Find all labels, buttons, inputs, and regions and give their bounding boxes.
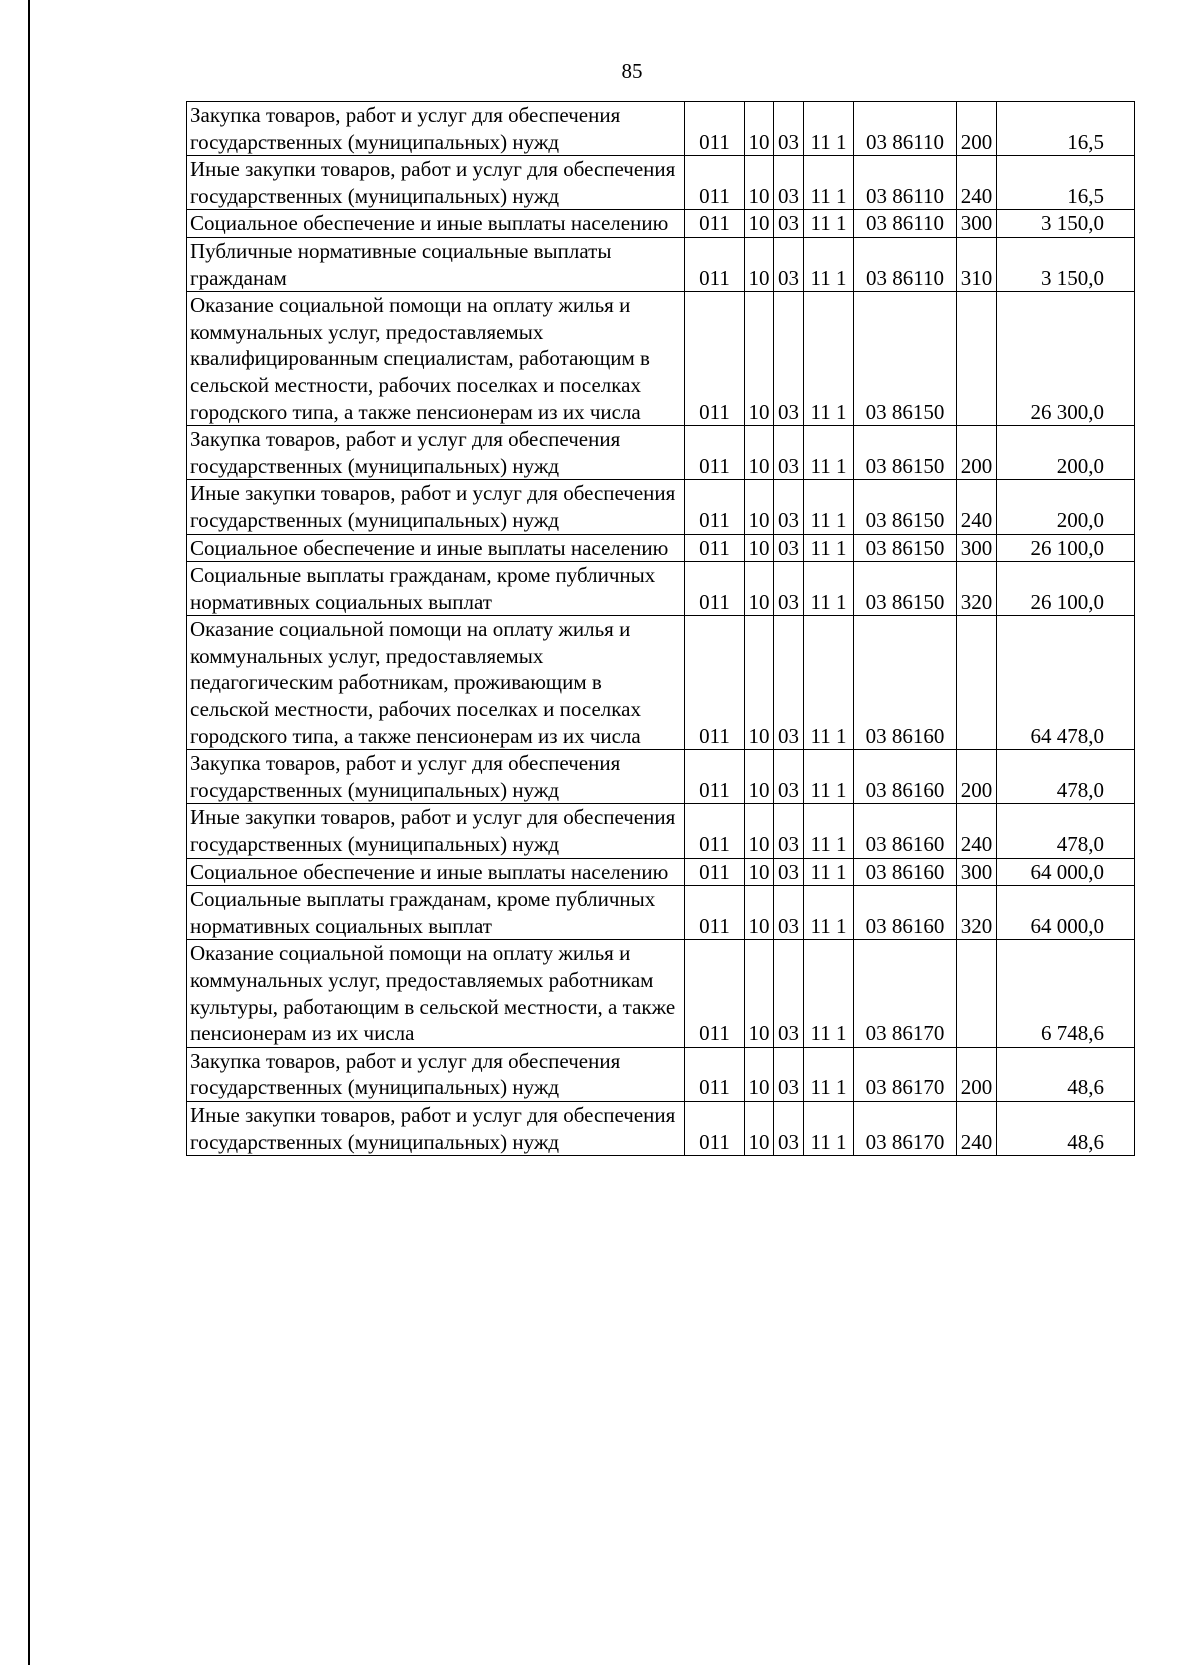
section-code: 10 [745, 858, 774, 886]
article-code: 03 86110 [854, 156, 957, 210]
row-name: Закупка товаров, работ и услуг для обеспечения государственных (муниципальных) нужд [187, 102, 685, 156]
amount: 26 100,0 [997, 562, 1135, 616]
expense-type-code: 310 [957, 237, 997, 291]
article-code: 03 86160 [854, 616, 957, 750]
section-code: 10 [745, 886, 774, 940]
margin-rule [28, 0, 30, 1665]
amount: 3 150,0 [997, 237, 1135, 291]
ministry-code: 011 [685, 102, 745, 156]
row-name: Социальные выплаты гражданам, кроме публичных нормативных социальных выплат [187, 562, 685, 616]
table-row [187, 237, 1135, 291]
program-code: 11 1 [804, 562, 854, 616]
amount: 16,5 [997, 156, 1135, 210]
amount: 3 150,0 [997, 210, 1135, 238]
expense-type-code: 300 [957, 858, 997, 886]
article-code: 03 86170 [854, 1101, 957, 1155]
amount: 26 100,0 [997, 534, 1135, 562]
program-code: 11 1 [804, 1101, 854, 1155]
row-name: Иные закупки товаров, работ и услуг для обеспечения государственных (муниципальных) нужд [187, 804, 685, 858]
program-code: 11 1 [804, 480, 854, 534]
subsection-code: 03 [774, 292, 804, 426]
ministry-code: 011 [685, 616, 745, 750]
ministry-code: 011 [685, 480, 745, 534]
amount: 200,0 [997, 480, 1135, 534]
row-name: Оказание социальной помощи на оплату жилья и коммунальных услуг, предоставляемых работникам культуры, работающим в сельской местности, а также пенсионерам из их числа [187, 940, 685, 1047]
row-name: Социальные выплаты гражданам, кроме публичных нормативных социальных выплат [187, 886, 685, 940]
article-code: 03 86150 [854, 534, 957, 562]
article-code: 03 86150 [854, 562, 957, 616]
ministry-code: 011 [685, 750, 745, 804]
table-row [187, 534, 1135, 562]
article-code: 03 86150 [854, 426, 957, 480]
amount: 48,6 [997, 1101, 1135, 1155]
ministry-code: 011 [685, 858, 745, 886]
section-code: 10 [745, 237, 774, 291]
subsection-code: 03 [774, 102, 804, 156]
amount: 26 300,0 [997, 292, 1135, 426]
article-code: 03 86170 [854, 940, 957, 1047]
section-code: 10 [745, 102, 774, 156]
table-row [187, 562, 1135, 616]
section-code: 10 [745, 1047, 774, 1101]
ministry-code: 011 [685, 237, 745, 291]
table-row [187, 292, 1135, 426]
expense-type-code: 240 [957, 156, 997, 210]
program-code: 11 1 [804, 102, 854, 156]
expense-type-code [957, 940, 997, 1047]
subsection-code: 03 [774, 534, 804, 562]
section-code: 10 [745, 616, 774, 750]
page-number: 85 [621, 59, 643, 83]
table-row [187, 426, 1135, 480]
subsection-code: 03 [774, 750, 804, 804]
amount: 478,0 [997, 750, 1135, 804]
subsection-code: 03 [774, 426, 804, 480]
amount: 478,0 [997, 804, 1135, 858]
program-code: 11 1 [804, 156, 854, 210]
table-row [187, 480, 1135, 534]
row-name: Оказание социальной помощи на оплату жилья и коммунальных услуг, предоставляемых педагогическим работникам, проживающим в сельской местности, рабочих поселках и поселках городского типа, а также пенсионерам из их числа [187, 616, 685, 750]
section-code: 10 [745, 534, 774, 562]
ministry-code: 011 [685, 1101, 745, 1155]
section-code: 10 [745, 480, 774, 534]
row-name: Закупка товаров, работ и услуг для обеспечения государственных (муниципальных) нужд [187, 426, 685, 480]
table-row [187, 102, 1135, 156]
table-row [187, 858, 1135, 886]
table-row [187, 750, 1135, 804]
row-name: Социальное обеспечение и иные выплаты населению [187, 210, 685, 238]
program-code: 11 1 [804, 1047, 854, 1101]
amount: 48,6 [997, 1047, 1135, 1101]
ministry-code: 011 [685, 292, 745, 426]
subsection-code: 03 [774, 1047, 804, 1101]
ministry-code: 011 [685, 534, 745, 562]
amount: 16,5 [997, 102, 1135, 156]
article-code: 03 86150 [854, 292, 957, 426]
expense-type-code: 320 [957, 886, 997, 940]
subsection-code: 03 [774, 886, 804, 940]
subsection-code: 03 [774, 616, 804, 750]
row-name: Закупка товаров, работ и услуг для обеспечения государственных (муниципальных) нужд [187, 1047, 685, 1101]
amount: 64 000,0 [997, 886, 1135, 940]
article-code: 03 86160 [854, 858, 957, 886]
table-row [187, 210, 1135, 238]
row-name: Оказание социальной помощи на оплату жилья и коммунальных услуг, предоставляемых квалифицированным специалистам, работающим в сельской местности, рабочих поселках и поселках городского типа, а также пенсионерам из их числа [187, 292, 685, 426]
row-name: Иные закупки товаров, работ и услуг для обеспечения государственных (муниципальных) нужд [187, 480, 685, 534]
expense-type-code [957, 292, 997, 426]
section-code: 10 [745, 562, 774, 616]
table-row [187, 886, 1135, 940]
subsection-code: 03 [774, 1101, 804, 1155]
program-code: 11 1 [804, 292, 854, 426]
article-code: 03 86170 [854, 1047, 957, 1101]
expense-type-code: 300 [957, 534, 997, 562]
table-row [187, 156, 1135, 210]
expense-type-code: 200 [957, 750, 997, 804]
budget-table [186, 101, 1135, 1156]
subsection-code: 03 [774, 940, 804, 1047]
expense-type-code: 240 [957, 1101, 997, 1155]
row-name: Закупка товаров, работ и услуг для обеспечения государственных (муниципальных) нужд [187, 750, 685, 804]
program-code: 11 1 [804, 804, 854, 858]
section-code: 10 [745, 426, 774, 480]
program-code: 11 1 [804, 750, 854, 804]
program-code: 11 1 [804, 886, 854, 940]
table-row [187, 1047, 1135, 1101]
table-body [187, 102, 1135, 1156]
ministry-code: 011 [685, 210, 745, 238]
ministry-code: 011 [685, 886, 745, 940]
subsection-code: 03 [774, 562, 804, 616]
program-code: 11 1 [804, 534, 854, 562]
table-row [187, 616, 1135, 750]
section-code: 10 [745, 156, 774, 210]
expense-type-code [957, 616, 997, 750]
amount: 200,0 [997, 426, 1135, 480]
subsection-code: 03 [774, 858, 804, 886]
expense-type-code: 200 [957, 426, 997, 480]
expense-type-code: 240 [957, 480, 997, 534]
row-name: Социальное обеспечение и иные выплаты населению [187, 858, 685, 886]
section-code: 10 [745, 750, 774, 804]
program-code: 11 1 [804, 858, 854, 886]
subsection-code: 03 [774, 156, 804, 210]
amount: 6 748,6 [997, 940, 1135, 1047]
subsection-code: 03 [774, 804, 804, 858]
section-code: 10 [745, 1101, 774, 1155]
row-name: Социальное обеспечение и иные выплаты населению [187, 534, 685, 562]
amount: 64 478,0 [997, 616, 1135, 750]
row-name: Иные закупки товаров, работ и услуг для обеспечения государственных (муниципальных) нужд [187, 156, 685, 210]
expense-type-code: 300 [957, 210, 997, 238]
program-code: 11 1 [804, 940, 854, 1047]
subsection-code: 03 [774, 480, 804, 534]
article-code: 03 86160 [854, 804, 957, 858]
section-code: 10 [745, 804, 774, 858]
program-code: 11 1 [804, 616, 854, 750]
ministry-code: 011 [685, 940, 745, 1047]
table-row [187, 804, 1135, 858]
expense-type-code: 240 [957, 804, 997, 858]
ministry-code: 011 [685, 156, 745, 210]
section-code: 10 [745, 292, 774, 426]
expense-type-code: 320 [957, 562, 997, 616]
program-code: 11 1 [804, 210, 854, 238]
section-code: 10 [745, 940, 774, 1047]
program-code: 11 1 [804, 237, 854, 291]
ministry-code: 011 [685, 562, 745, 616]
article-code: 03 86160 [854, 750, 957, 804]
article-code: 03 86160 [854, 886, 957, 940]
ministry-code: 011 [685, 804, 745, 858]
ministry-code: 011 [685, 426, 745, 480]
amount: 64 000,0 [997, 858, 1135, 886]
row-name: Иные закупки товаров, работ и услуг для обеспечения государственных (муниципальных) нужд [187, 1101, 685, 1155]
program-code: 11 1 [804, 426, 854, 480]
expense-type-code: 200 [957, 1047, 997, 1101]
article-code: 03 86150 [854, 480, 957, 534]
section-code: 10 [745, 210, 774, 238]
article-code: 03 86110 [854, 237, 957, 291]
table-row [187, 940, 1135, 1047]
subsection-code: 03 [774, 237, 804, 291]
article-code: 03 86110 [854, 102, 957, 156]
subsection-code: 03 [774, 210, 804, 238]
row-name: Публичные нормативные социальные выплаты гражданам [187, 237, 685, 291]
table-row [187, 1101, 1135, 1155]
ministry-code: 011 [685, 1047, 745, 1101]
expense-type-code: 200 [957, 102, 997, 156]
article-code: 03 86110 [854, 210, 957, 238]
